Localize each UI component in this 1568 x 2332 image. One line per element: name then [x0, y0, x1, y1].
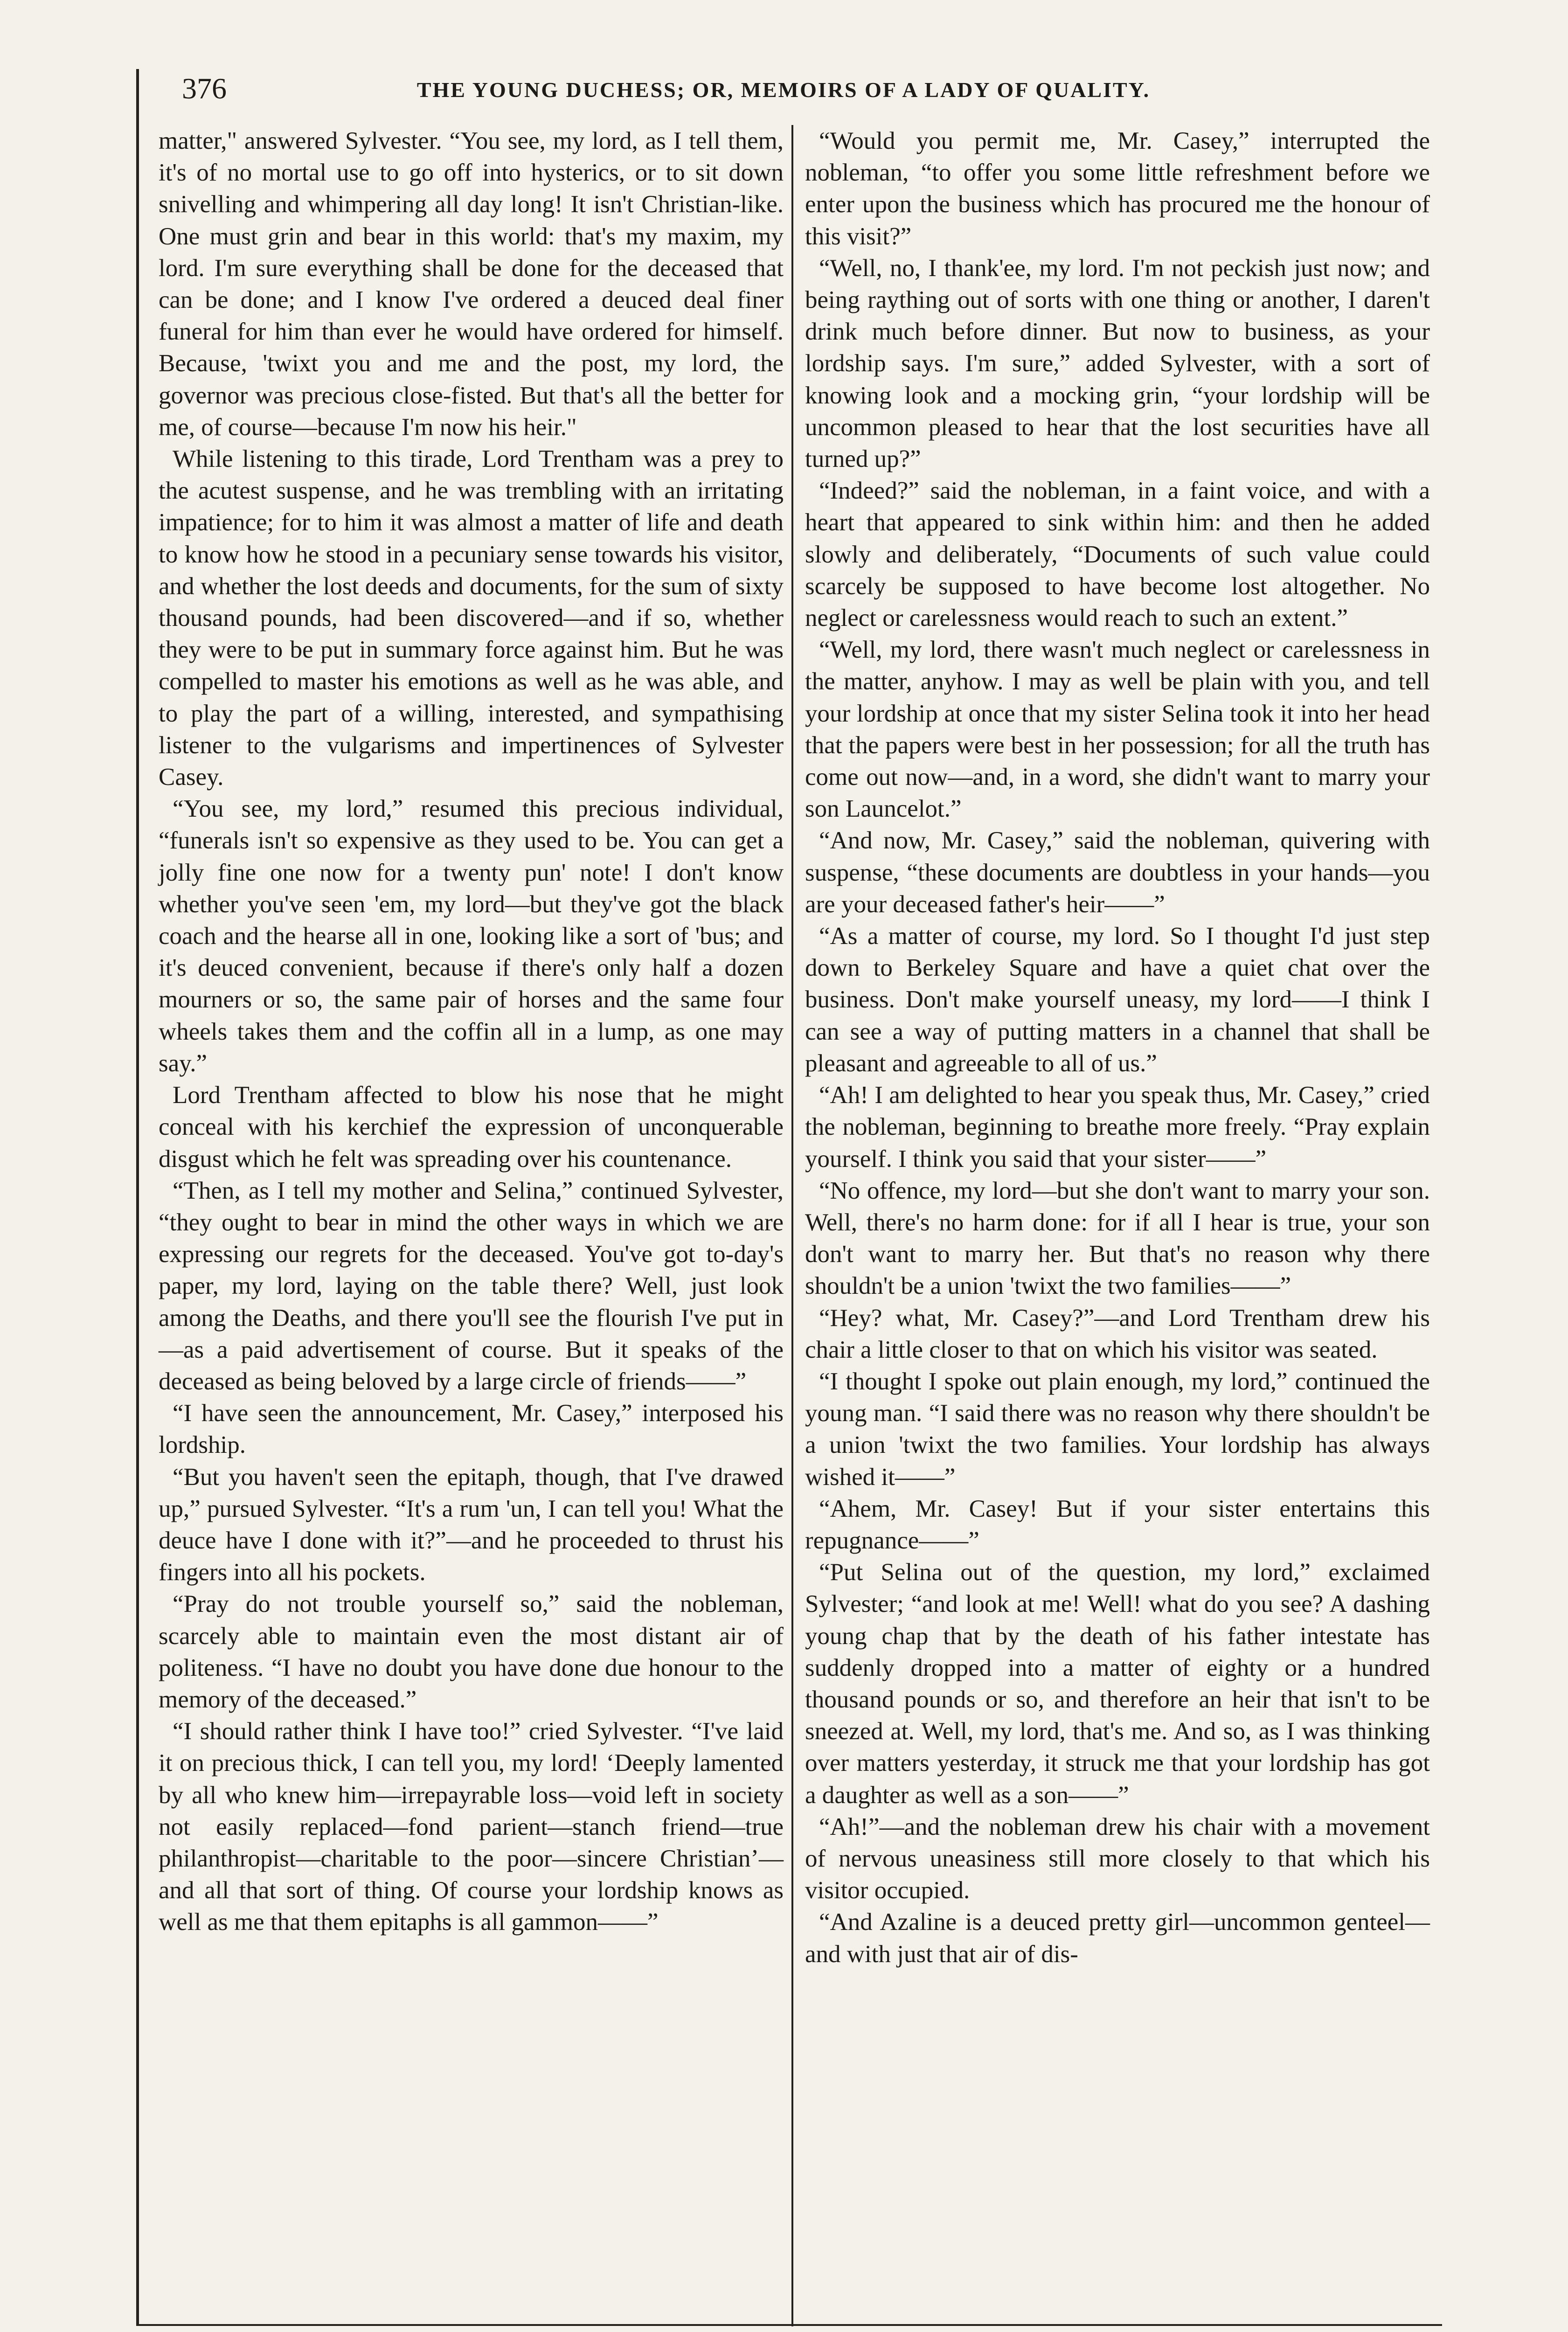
paragraph: “Put Selina out of the question, my lord,” exclaimed Sylvester; “and look at me! Well! what do you see? A dashing young chap that by the death of his father intestate has suddenly dropped into a matter of eighty or a hundred thousand pounds or so, and therefore an heir that isn't to be sneezed at. Well, my lord, that's me. And so, as I was thinking over matters yesterday, it struck me that your lordship has got a daughter as well as a son——”	[805, 1559, 1430, 1809]
paragraph: “Hey? what, Mr. Casey?”—and Lord Trentham drew his chair a little closer to that on which his visitor was seated.	[805, 1304, 1430, 1363]
paragraph: “I should rather think I have too!” cried Sylvester. “I've laid it on precious thick, I can tell you, my lord! ‘Deeply lamented by all who knew him—irrepayrable loss—void left in society not easily replaced—fond parient—stanch friend—true philanthropist—charitable to the poor—sincere Christian’—and all that sort of thing. Of course your lordship knows as well as me that them epitaphs is all gammon——”	[159, 1718, 784, 1936]
right-column	[805, 125, 1430, 1970]
bottom-border-rule	[136, 2324, 1442, 2326]
paragraph: “But you haven't seen the epitaph, though, that I've drawed up,” pursued Sylvester. “It's a rum 'un, I can tell you! What the deuce have I done with it?”—and he proceeded to thrust his fingers into all his pockets.	[159, 1463, 784, 1586]
paragraph: Lord Trentham affected to blow his nose that he might conceal with his kerchief the expression of unconquerable disgust which he felt was spreading over his countenance.	[159, 1082, 784, 1173]
column-divider-rule	[791, 125, 793, 2326]
paragraph: “Ah! I am delighted to hear you speak thus, Mr. Casey,” cried the nobleman, beginning to breathe more freely. “Pray explain yourself. I think you said that your sister——”	[805, 1082, 1430, 1173]
paragraph: matter," answered Sylvester. “You see, my lord, as I tell them, it's of no mortal use to go off into hysterics, or to sit down snivelling and whimpering all day long! It isn't Christian-like. One must grin and bear in this world: that's my maxim, my lord. I'm sure everything shall be done for the deceased that can be done; and I know I've ordered a deuced deal finer funeral for him than ever he would have ordered for himself. Because, 'twixt you and me and the post, my lord, the governor was precious close-fisted. But that's all the better for me, of course—because I'm now his heir."	[159, 127, 784, 441]
paragraph: “I have seen the announcement, Mr. Casey,” interposed his lordship.	[159, 1400, 784, 1459]
paragraph: “Well, my lord, there wasn't much neglect or carelessness in the matter, anyhow. I may as well be plain with you, and tell your lordship at once that my sister Selina took it into her head that the papers were best in her possession; for all the truth has come out now—and, in a word, she didn't want to marry your son Launcelot.”	[805, 636, 1430, 823]
paragraph: “Then, as I tell my mother and Selina,” continued Sylvester, “they ought to bear in mind the other ways in which we are expressing our regrets for the deceased. You've got to-day's paper, my lord, laying on the table there? Well, just look among the Deaths, and there you'll see the flourish I've put in—as a paid advertisement of course. But it speaks of the deceased as being beloved by a large circle of friends——”	[159, 1177, 784, 1395]
paragraph: “No offence, my lord—but she don't want to marry your son. Well, there's no harm done: for if all I hear is true, your son don't want to marry her. But that's no reason why there shouldn't be a union 'twixt the two families——”	[805, 1177, 1430, 1300]
left-column	[159, 125, 784, 1938]
paragraph: “Well, no, I thank'ee, my lord. I'm not peckish just now; and being raything out of sorts with one thing or another, I daren't drink much before dinner. But now to business, as your lordship says. I'm sure,” added Sylvester, with a sort of knowing look and a mocking grin, “your lordship will be uncommon pleased to hear that the lost securities have all turned up?”	[805, 254, 1430, 473]
paragraph: “And now, Mr. Casey,” said the nobleman, quivering with suspense, “these documents are doubtless in your hands—you are your deceased father's heir——”	[805, 827, 1430, 918]
paragraph: “You see, my lord,” resumed this precious individual, “funerals isn't so expensive as they used to be. You can get a jolly fine one now for a twenty pun' note! I don't know whether you've seen 'em, my lord—but they've got the black coach and the hearse all in one, looking like a sort of 'bus; and it's deuced convenient, because if there's only half a dozen mourners or so, the same pair of horses and the same four wheels takes them and the coffin all in a lump, as one may say.”	[159, 795, 784, 1077]
paragraph: “As a matter of course, my lord. So I thought I'd just step down to Berkeley Square and have a quiet chat over the business. Don't make yourself uneasy, my lord——I think I can see a way of putting matters in a channel that shall be pleasant and agreeable to all of us.”	[805, 923, 1430, 1077]
paragraph: “Would you permit me, Mr. Casey,” interrupted the nobleman, “to offer you some little refreshment before we enter upon the business which has procured me the honour of this visit?”	[805, 127, 1430, 250]
paragraph: “Ahem, Mr. Casey! But if your sister entertains this repugnance——”	[805, 1495, 1430, 1554]
page-header	[135, 70, 1432, 112]
left-border-rule	[136, 69, 139, 2324]
paragraph: “Indeed?” said the nobleman, in a faint voice, and with a heart that appeared to sink within him: and then he added slowly and deliberately, “Documents of such value could scarcely be supposed to have become lost altogether. No neglect or carelessness would reach to such an extent.”	[805, 477, 1430, 632]
paragraph: While listening to this tirade, Lord Trentham was a prey to the acutest suspense, and he was trembling with an irritating impatience; for to him it was almost a matter of life and death to know how he stood in a pecuniary sense towards his visitor, and whether the lost deeds and documents, for the sum of sixty thousand pounds, had been discovered—and if so, whether they were to be put in summary force against him. But he was compelled to master his emotions as well as he was able, and to play the part of a willing, interested, and sympathising listener to the vulgarisms and impertinences of Sylvester Casey.	[159, 445, 784, 791]
paragraph: “And Azaline is a deuced pretty girl—uncommon genteel—and with just that air of dis-	[805, 1909, 1430, 1968]
page-number: 376	[182, 72, 227, 105]
running-title: THE YOUNG DUCHESS; OR, MEMOIRS OF A LADY OF QUALITY.	[416, 78, 1151, 102]
paragraph: “Pray do not trouble yourself so,” said the nobleman, scarcely able to maintain even the most distant air of politeness. “I have no doubt you have done due honour to the memory of the deceased.”	[159, 1590, 784, 1713]
paragraph: “Ah!”—and the nobleman drew his chair with a movement of nervous uneasiness still more closely to that which his visitor occupied.	[805, 1813, 1430, 1904]
paragraph: “I thought I spoke out plain enough, my lord,” continued the young man. “I said there was no reason why there shouldn't be a union 'twixt the two families. Your lordship has always wished it——”	[805, 1367, 1430, 1491]
